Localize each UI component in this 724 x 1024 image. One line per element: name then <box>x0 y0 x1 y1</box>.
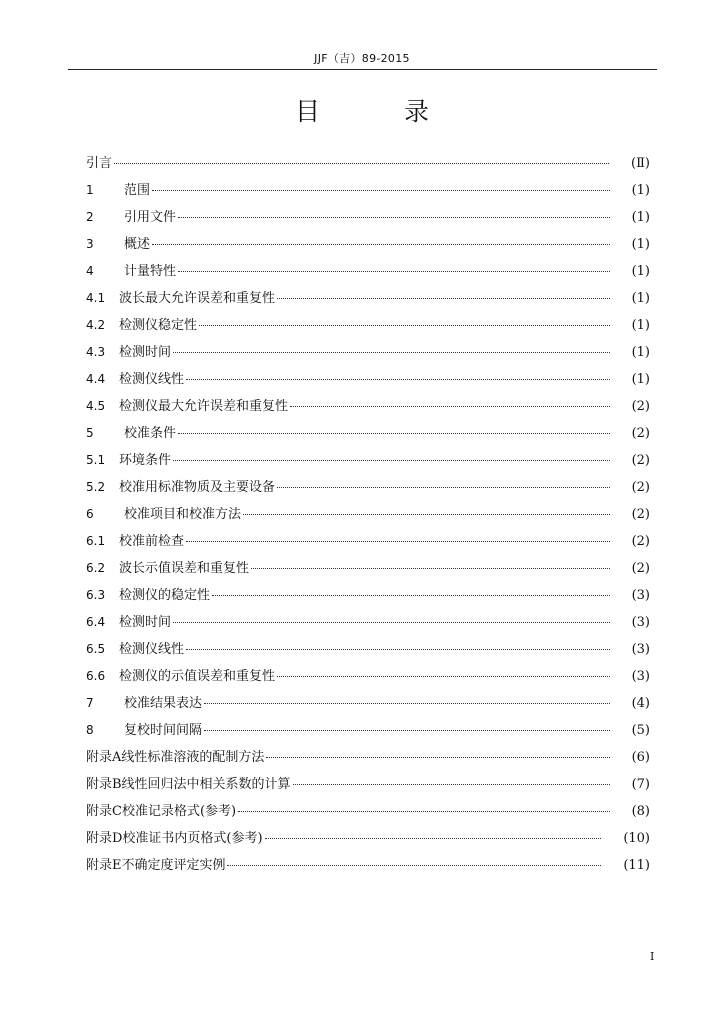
toc-entry-number: 5.2 <box>86 480 106 494</box>
toc-leader-dots <box>277 298 610 299</box>
toc-entry[interactable] <box>86 474 650 501</box>
toc-entry[interactable] <box>86 177 650 204</box>
toc-leader-dots <box>293 784 610 785</box>
toc-entry[interactable] <box>86 798 650 825</box>
toc-entry-page: (2) <box>631 399 650 414</box>
toc-entry-page: (2) <box>631 534 650 549</box>
toc-entry-page: (2) <box>631 426 650 441</box>
toc-entry[interactable] <box>86 528 650 555</box>
toc-entry-page: (1) <box>631 183 650 198</box>
toc-entry[interactable] <box>86 150 650 177</box>
toc-leader-dots <box>243 514 610 515</box>
toc-entry-page: (3) <box>631 669 650 684</box>
toc-entry-label: 附录E不确定度评定实例 <box>86 858 226 873</box>
toc-entry-page: (3) <box>631 615 650 630</box>
toc-leader-dots <box>251 568 610 569</box>
toc-entry-label: 检测时间 <box>119 615 172 630</box>
toc-entry-label: 计量特性 <box>124 264 177 279</box>
toc-entry-label: 检测仪最大允许误差和重复性 <box>119 399 289 414</box>
toc-entry-page: (1) <box>631 237 650 252</box>
toc-entry-label: 校准用标准物质及主要设备 <box>119 480 276 495</box>
toc-entry-label: 校准条件 <box>124 426 177 441</box>
toc-entry[interactable] <box>86 258 650 285</box>
toc-leader-dots <box>227 865 601 866</box>
toc-leader-dots <box>212 595 610 596</box>
toc-entry-number: 7 <box>86 696 94 710</box>
toc-entry[interactable] <box>86 420 650 447</box>
toc-entry[interactable] <box>86 501 650 528</box>
toc-leader-dots <box>152 190 610 191</box>
toc-leader-dots <box>173 352 610 353</box>
toc-entry-page: (2) <box>631 480 650 495</box>
toc-entry-page: (6) <box>631 750 650 765</box>
toc-entry-page: (2) <box>631 453 650 468</box>
toc-entry[interactable] <box>86 393 650 420</box>
toc-leader-dots <box>186 649 610 650</box>
toc-entry-page: (1) <box>631 372 650 387</box>
toc-entry[interactable] <box>86 204 650 231</box>
toc-entry-page: (3) <box>631 588 650 603</box>
toc-entry-page: (Ⅱ) <box>631 156 650 171</box>
toc-entry-number: 6.3 <box>86 588 106 602</box>
toc-entry-label: 检测仪的稳定性 <box>119 588 211 603</box>
toc-entry-label: 引用文件 <box>124 210 177 225</box>
toc-entry-number: 1 <box>86 183 94 197</box>
toc-entry-page: (3) <box>631 642 650 657</box>
toc-entry-label: 检测仪线性 <box>119 372 185 387</box>
toc-entry-number: 2 <box>86 210 94 224</box>
toc-leader-dots <box>266 757 609 758</box>
toc-entry[interactable] <box>86 663 650 690</box>
toc-entry-page: (8) <box>631 804 650 819</box>
toc-entry-number: 3 <box>86 237 94 251</box>
toc-entry[interactable] <box>86 582 650 609</box>
toc-entry-page: (1) <box>631 264 650 279</box>
toc-entry-number: 4.3 <box>86 345 106 359</box>
toc-leader-dots <box>186 379 610 380</box>
toc-entry-page: (10) <box>623 831 650 846</box>
toc-entry-number: 4.5 <box>86 399 106 413</box>
toc-entry[interactable] <box>86 744 650 771</box>
toc-leader-dots <box>178 271 610 272</box>
toc-leader-dots <box>277 676 610 677</box>
toc-leader-dots <box>238 811 609 812</box>
toc-leader-dots <box>178 217 610 218</box>
toc-entry[interactable] <box>86 825 650 852</box>
toc-entry-label: 附录B线性回归法中相关系数的计算 <box>86 777 291 792</box>
header-rule <box>68 69 657 70</box>
toc-entry-number: 6.1 <box>86 534 106 548</box>
toc-leader-dots <box>114 163 609 164</box>
toc-entry-label: 检测仪稳定性 <box>119 318 198 333</box>
toc-leader-dots <box>186 541 610 542</box>
toc-entry-page: (7) <box>631 777 650 792</box>
toc-entry[interactable] <box>86 771 650 798</box>
toc-entry[interactable] <box>86 690 650 717</box>
toc-entry-label: 校准前检查 <box>119 534 185 549</box>
toc-entry-page: (5) <box>631 723 650 738</box>
toc-entry-label: 概述 <box>124 237 151 252</box>
toc-entry[interactable] <box>86 447 650 474</box>
toc-entry-label: 检测仪线性 <box>119 642 185 657</box>
toc-entry-label: 环境条件 <box>119 453 172 468</box>
toc-entry-label: 引言 <box>86 156 113 171</box>
toc-entry-page: (1) <box>631 345 650 360</box>
toc-entry-label: 波长最大允许误差和重复性 <box>119 291 276 306</box>
toc-entry-page: (11) <box>623 858 650 873</box>
toc-entry[interactable] <box>86 609 650 636</box>
toc-entry[interactable] <box>86 852 650 879</box>
toc-entry-number: 4.1 <box>86 291 106 305</box>
toc-entry-page: (2) <box>631 507 650 522</box>
toc-entry[interactable] <box>86 231 650 258</box>
toc-leader-dots <box>290 406 610 407</box>
toc-entry[interactable] <box>86 636 650 663</box>
toc-entry[interactable] <box>86 717 650 744</box>
toc-entry-number: 4 <box>86 264 94 278</box>
toc-leader-dots <box>152 244 610 245</box>
toc-entry-label: 复校时间间隔 <box>124 723 203 738</box>
toc-entry-number: 5 <box>86 426 94 440</box>
toc-entry-label: 检测仪的示值误差和重复性 <box>119 669 276 684</box>
toc-entry-number: 6 <box>86 507 94 521</box>
toc-entry-label: 范围 <box>124 183 151 198</box>
toc-entry-page: (2) <box>631 561 650 576</box>
toc-entry-number: 6.4 <box>86 615 106 629</box>
table-of-contents <box>86 150 650 879</box>
toc-leader-dots <box>178 433 610 434</box>
toc-entry[interactable] <box>86 312 650 339</box>
page-title: 目 录 <box>295 97 467 126</box>
toc-entry[interactable] <box>86 285 650 312</box>
toc-leader-dots <box>173 460 610 461</box>
toc-entry-label: 校准项目和校准方法 <box>124 507 242 522</box>
toc-entry-page: (4) <box>631 696 650 711</box>
toc-leader-dots <box>173 622 610 623</box>
toc-entry-page: (1) <box>631 210 650 225</box>
toc-entry[interactable] <box>86 555 650 582</box>
toc-entry-label: 附录A线性标准溶液的配制方法 <box>86 750 265 765</box>
toc-entry-number: 5.1 <box>86 453 106 467</box>
toc-entry-label: 校准结果表达 <box>124 696 203 711</box>
toc-entry-number: 6.2 <box>86 561 106 575</box>
toc-entry-number: 4.4 <box>86 372 106 386</box>
page-number: I <box>650 950 655 963</box>
toc-entry[interactable] <box>86 339 650 366</box>
toc-leader-dots <box>265 838 602 839</box>
toc-entry-page: (1) <box>631 291 650 306</box>
toc-leader-dots <box>204 730 610 731</box>
toc-entry-number: 6.5 <box>86 642 106 656</box>
toc-entry-label: 波长示值误差和重复性 <box>119 561 250 576</box>
toc-entry-number: 4.2 <box>86 318 106 332</box>
toc-entry-label: 附录C校准记录格式(参考) <box>86 804 237 819</box>
toc-leader-dots <box>199 325 610 326</box>
toc-entry-label: 附录D校准证书内页格式(参考) <box>86 831 263 846</box>
toc-entry-page: (1) <box>631 318 650 333</box>
toc-entry-number: 8 <box>86 723 94 737</box>
toc-leader-dots <box>277 487 610 488</box>
toc-entry-label: 检测时间 <box>119 345 172 360</box>
toc-entry[interactable] <box>86 366 650 393</box>
toc-leader-dots <box>204 703 610 704</box>
running-header: JJF（吉）89-2015 <box>314 52 410 65</box>
toc-entry-number: 6.6 <box>86 669 106 683</box>
